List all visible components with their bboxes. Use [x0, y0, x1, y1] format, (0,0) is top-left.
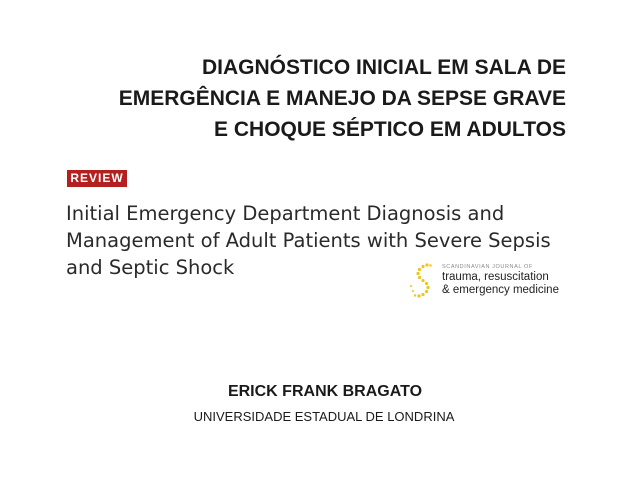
journal-line: trauma, resuscitation — [442, 271, 549, 283]
journal-logo — [406, 262, 586, 302]
author-affiliation: UNIVERSIDADE ESTADUAL DE LONDRINA — [193, 409, 455, 424]
journal-line: & emergency medicine — [442, 284, 559, 296]
journal-name — [442, 263, 592, 297]
journal-s-logo-icon — [406, 262, 440, 302]
title-line: E CHOQUE SÉPTICO EM ADULTOS — [214, 118, 566, 141]
title-line: DIAGNÓSTICO INICIAL EM SALA DE — [201, 56, 566, 79]
review-badge: REVIEW — [67, 170, 127, 187]
author-name: ERICK FRANK BRAGATO — [227, 383, 423, 400]
article-title-line: Initial Emergency Department Diagnosis and — [66, 202, 505, 225]
slide-title — [56, 52, 566, 145]
journal-kicker: SCANDINAVIAN JOURNAL OF — [442, 264, 533, 270]
article-title-line: Management of Adult Patients with Severe Sepsis — [66, 229, 551, 252]
title-line: EMERGÊNCIA E MANEJO DA SEPSE GRAVE — [118, 87, 566, 110]
article-title-line: and Septic Shock — [66, 256, 235, 279]
